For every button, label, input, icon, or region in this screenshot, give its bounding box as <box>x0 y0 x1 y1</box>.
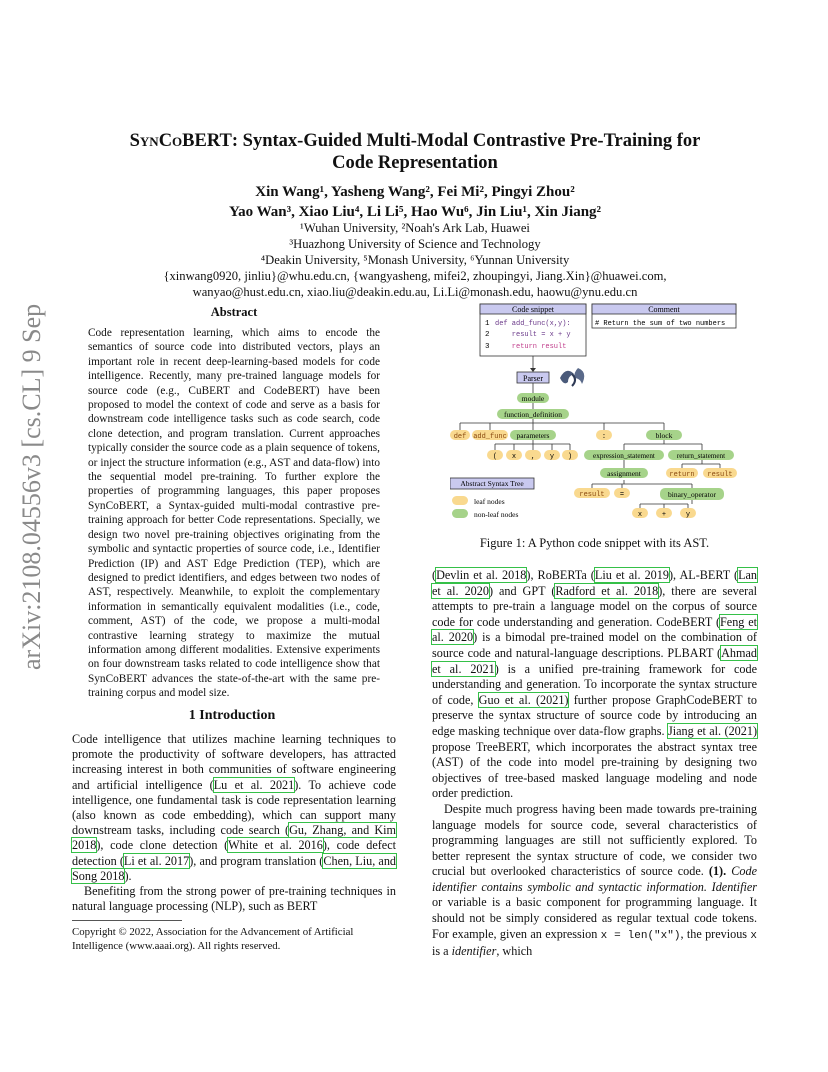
affiliation-line: wanyao@hust.edu.cn, xiao.liu@deakin.edu.au, Li.Li@monash.edu, haowu@ynu.edu.cn <box>192 285 638 299</box>
citation-link[interactable]: Jiang et al. (2021) <box>667 723 757 738</box>
ast-leaf-x: x <box>637 511 643 519</box>
ast-leaf-y: y <box>549 453 555 461</box>
intro-paragraph-2: Benefiting from the strong power of pre-training techniques in natural language processing (NLP), such as BERT <box>72 884 396 914</box>
affiliations <box>70 220 760 300</box>
comment-text: # Return the sum of two numbers <box>595 320 726 328</box>
right-column-text <box>432 568 757 960</box>
citation-link[interactable]: Li et al. 2017 <box>123 853 190 868</box>
citation-link[interactable]: Lu et al. 2021 <box>213 777 295 792</box>
ast-leaf-y: y <box>685 511 691 519</box>
ast-node-binary-operator: binary_operator <box>668 490 716 499</box>
affiliation-line: ⁴Deakin University, ⁵Monash University, ⁶Yunnan University <box>260 253 570 267</box>
arxiv-id: arXiv:2108.04556v3 [cs.CL] 9 Sep 2021 <box>17 298 46 670</box>
abstract-text: Code representation learning, which aims to encode the semantics of source code into distributed vectors, plays an important role in recent deep-learning-based models for code intelligence. Recently, many pre-trained language models for source code (e.g., CuBERT and CodeBERT) have been proposed to model the context of code and serve as a basis for downstream code intelligence tasks such as code search, code clone detection, and program translation. Current approaches typically consider the source code as a plain sequence of tokens, or inject the structure information (e.g., AST and data-flow) into the sequential model pre-training. To further explore the properties of programming languages, this paper proposes SynCoBERT, a Syntax-guided multi-modal contrastive pre-training approach for better Code representations. Specially, we design two novel pre-training objectives originating from the symbolic and syntactic properties of source code, i.e., Identifier Prediction (IP) and AST Edge Prediction (TEP), which are designed to predict identifiers, and edges between two nodes of AST, respectively. Meanwhile, to exploit the complementary information in semantically equivalent modalities (i.e., code, comment, AST) of the code, we propose a multi-modal contrastive learning strategy to maximize the mutual information among different modalities. Extensive experiments on four downstream tasks related to code intelligence show that SynCoBERT advances the state-of-the-art with the same pre-training corpus and model size. <box>88 327 380 700</box>
citation-link[interactable]: Devlin et al. 2018 <box>436 568 527 582</box>
code-line-num: 2 <box>485 331 490 339</box>
citation-link[interactable]: Radford et al. 2018 <box>555 583 659 598</box>
citation-link[interactable]: Gu, Zhang, and Kim 2018 <box>72 823 397 853</box>
ast-node-return-statement: return_statement <box>676 452 726 460</box>
legend-leaf: leaf nodes <box>474 497 505 506</box>
figure-legend <box>450 478 534 519</box>
affiliation-line: ³Huazhong University of Science and Technology <box>289 237 541 251</box>
python-logo-icon <box>560 368 584 386</box>
parser-label: Parser <box>523 374 543 383</box>
arxiv-stamp <box>8 298 52 670</box>
ast-leaf-result: result <box>579 491 605 499</box>
ast-node-module: module <box>521 394 545 403</box>
ast-leaf-result: result <box>707 471 733 479</box>
ast-leaf-equals: = <box>619 491 625 499</box>
ast-leaf-comma: , <box>530 453 536 461</box>
citation-link[interactable]: White et al. 2016 <box>228 838 323 853</box>
ast-node-parameters: parameters <box>516 431 550 440</box>
code-line: result = x + y <box>495 331 571 339</box>
code-line-num: 1 <box>485 320 490 328</box>
comment-title: Comment <box>648 305 680 314</box>
code-line: def add_func(x,y): <box>495 320 571 328</box>
inline-code: x = len("x") <box>600 929 681 942</box>
paper-title <box>70 130 760 174</box>
title-line2: Code Representation <box>332 153 498 173</box>
ast-leaf-plus: + <box>661 511 667 519</box>
affiliation-line: {xinwang0920, jinliu}@whu.edu.cn, {wangyasheng, mifei2, zhoupingyi, Jiang.Xin}@huawei.com, <box>163 269 667 283</box>
intro-paragraph-1: Code intelligence that utilizes machine learning techniques to promote the productivity of software developers, has attracted increasing interest in both communities of software engineering and artificial intelligence (Lu et al. 2021). To achieve code intelligence, one fundamental task is code representation learning (also known as code embedding), which can support many downstream tasks, including code search (Gu, Zhang, and Kim 2018), code clone detection (White et al. 2016), code defect detection (Li et al. 2017), and program translation (Chen, Liu, and Song 2018). <box>72 732 397 883</box>
abstract-heading: Abstract <box>210 305 258 319</box>
title-line1: : Syntax-Guided Multi-Modal Contrastive Pre-Training for <box>231 131 701 151</box>
copyright-footnote: Copyright © 2022, Association for the Advancement of Artificial Intelligence (www.aaai.org). All rights reserved. <box>72 926 354 952</box>
right-paragraph-1: (Devlin et al. 2018), RoBERTa (Liu et al. 2019), AL-BERT (Lan et al. 2020) and GPT (Radford et al. 2018), there are several attempts to pre-train a language model on the corpus of source code for code understanding and generation. CodeBERT (Feng et al. 2020) is a bimodal pre-trained model on the combination of source code and natural-language descriptions. PLBART (Ahmad et al. 2021) is a unified pre-training framework for code understanding and generation. To incorporate the syntax structure of code, Guo et al. (2021) further propose GraphCodeBERT to preserve the syntax structure of source code by introducing an edge masking technique over data-flow graphs. Jiang et al. (2021) propose TreeBERT, which incorporates the abstract syntax tree (AST) of the code into model pre-training by designing two objectives of tree-based masked language modeling and node order prediction. <box>432 568 758 801</box>
citation-link[interactable]: Chen, Liu, and Song 2018 <box>72 853 397 883</box>
figure-1 <box>450 302 760 527</box>
intro-text <box>72 732 396 914</box>
citation-link[interactable]: Ahmad et al. 2021 <box>432 645 757 676</box>
ast-node-block: block <box>655 431 673 440</box>
section-heading-introduction: 1 Introduction <box>188 708 276 723</box>
ast-leaf-colon: : <box>601 433 607 441</box>
ast-node-assignment: assignment <box>607 469 641 478</box>
legend-nonleaf: non-leaf nodes <box>474 510 519 519</box>
ast-leaf-add-func: add_func <box>473 433 507 441</box>
footnote-rule <box>72 920 182 921</box>
citation-link[interactable]: Guo et al. (2021) <box>478 692 569 707</box>
figure-caption: Figure 1: A Python code snippet with its AST. <box>479 536 710 550</box>
ast-leaf-x: x <box>511 453 517 461</box>
ast-node-function-definition: function_definition <box>504 410 562 419</box>
inline-code: x <box>750 929 757 942</box>
ast-leaf-rparen: ) <box>567 453 573 461</box>
ast-leaf-return: return <box>669 471 695 479</box>
code-line-num: 3 <box>485 343 490 351</box>
ast-leaf-lparen: ( <box>492 453 498 461</box>
citation-link[interactable]: Lan et al. 2020 <box>432 568 758 598</box>
author-list <box>70 182 760 222</box>
author-line-1: Xin Wang¹, Yasheng Wang², Fei Mi², Pingyi Zhou² <box>255 184 575 200</box>
code-line: return result <box>495 343 567 351</box>
ast-leaf-def: def <box>453 433 467 441</box>
right-paragraph-2: Despite much progress having been made towards pre-training language models for source code, several characteristics of programming languages are still not sufficiently explored. To better represent the syntax structure of code, we consider two crucial but overlooked characteristics of source code. (1). Code identifier contains symbolic and syntactic information. Identifier or variable is a basic component for programming language. It should not be simply considered as regular textual code tokens. For example, given an expression x = len("x"), the previous x is a identifier, which <box>432 801 757 959</box>
affiliation-line: ¹Wuhan University, ²Noah's Ark Lab, Huawei <box>300 221 530 235</box>
legend-title: Abstract Syntax Tree <box>460 479 524 488</box>
ast-node-expression-statement: expression_statement <box>593 452 655 460</box>
citation-link[interactable]: Liu et al. 2019 <box>594 568 669 582</box>
author-line-2: Yao Wan³, Xiao Liu⁴, Li Li⁵, Hao Wu⁶, Jin Liu¹, Xin Jiang² <box>228 204 602 220</box>
code-snippet-title: Code snippet <box>512 305 554 314</box>
citation-link[interactable]: Feng et al. 2020 <box>432 614 757 645</box>
title-name: SynCoBERT <box>129 131 232 151</box>
